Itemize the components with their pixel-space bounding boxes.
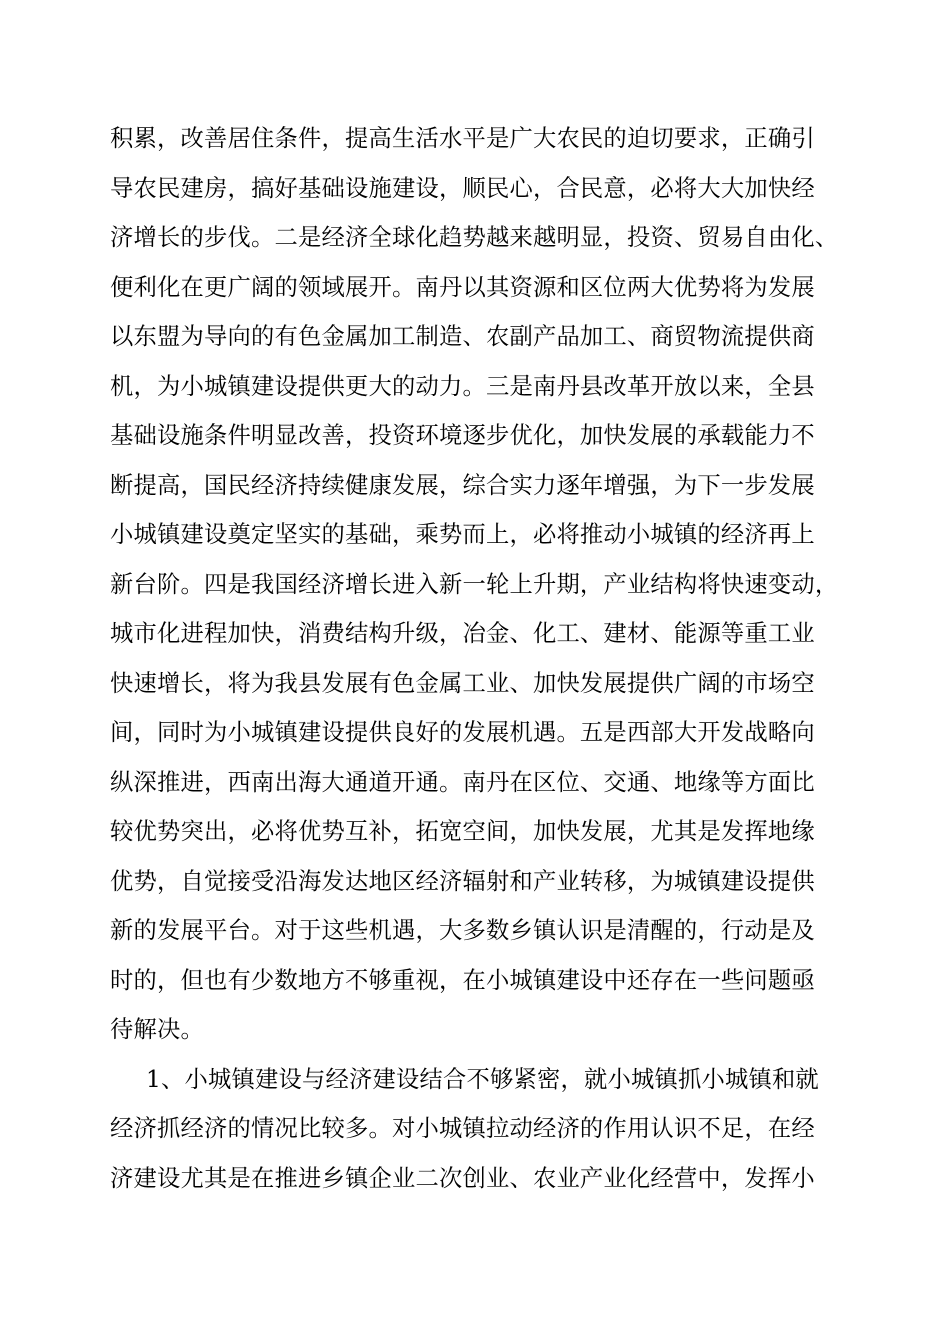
- text-line: 以东盟为导向的有色金属加工制造、农副产品加工、商贸物流提供商: [110, 323, 815, 350]
- text-line: 纵深推进，西南出海大通道开通。南丹在区位、交通、地缘等方面比: [110, 769, 815, 796]
- text-line: 便利化在更广阔的领域展开。南丹以其资源和区位两大优势将为发展: [110, 274, 815, 301]
- text-line: 时的，但也有少数地方不够重视，在小城镇建设中还存在一些问题亟: [110, 967, 815, 994]
- text-line: 新台阶。四是我国经济增长进入新一轮上升期，产业结构将快速变动，: [110, 571, 839, 598]
- text-line: 机，为小城镇建设提供更大的动力。三是南丹县改革开放以来，全县: [110, 373, 815, 400]
- text-line: 断提高，国民经济持续健康发展，综合实力逐年增强，为下一步发展: [110, 472, 815, 499]
- text-line: 快速增长，将为我县发展有色金属工业、加快发展提供广阔的市场空: [110, 670, 815, 697]
- text-line: 间，同时为小城镇建设提供良好的发展机遇。五是西部大开发战略向: [110, 719, 815, 746]
- text-line: 待解决。: [110, 1016, 204, 1043]
- text-line: 积累，改善居住条件，提高生活水平是广大农民的迫切要求，正确引: [110, 125, 815, 152]
- text-line: 新的发展平台。对于这些机遇，大多数乡镇认识是清醒的，行动是及: [110, 917, 815, 944]
- text-line: 基础设施条件明显改善，投资环境逐步优化，加快发展的承载能力不: [110, 422, 815, 449]
- text-line: 优势，自觉接受沿海发达地区经济辐射和产业转移，为城镇建设提供: [110, 868, 815, 895]
- text-line: 较优势突出，必将优势互补，拓宽空间，加快发展，尤其是发挥地缘: [110, 818, 815, 845]
- text-line: 导农民建房，搞好基础设施建设，顺民心，合民意，必将大大加快经: [110, 175, 815, 202]
- text-line: 经济抓经济的情况比较多。对小城镇拉动经济的作用认识不足，在经: [110, 1115, 815, 1142]
- text-line: 济增长的步伐。二是经济全球化趋势越来越明显，投资、贸易自由化、: [110, 224, 839, 251]
- text-line: 小城镇建设奠定坚实的基础，乘势而上，必将推动小城镇的经济再上: [110, 521, 815, 548]
- text-line: 济建设尤其是在推进乡镇企业二次创业、农业产业化经营中，发挥小: [110, 1165, 815, 1192]
- text-line: 城市化进程加快，消费结构升级，冶金、化工、建材、能源等重工业: [110, 620, 815, 647]
- text-line: 1、小城镇建设与经济建设结合不够紧密，就小城镇抓小城镇和就: [146, 1066, 819, 1093]
